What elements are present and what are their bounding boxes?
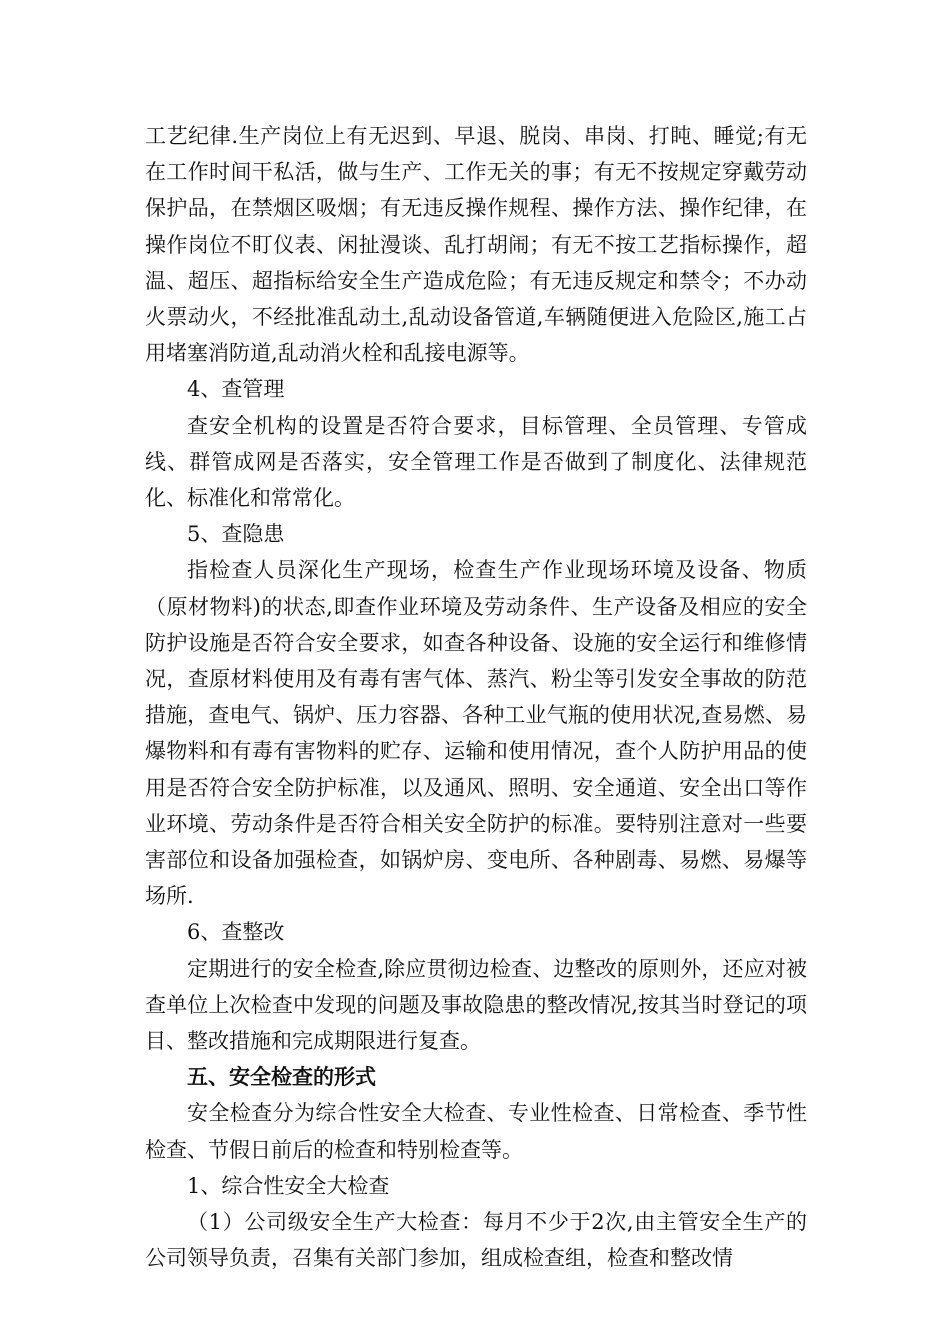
- section-heading-comprehensive-inspection: 1、综合性安全大检查: [187, 1173, 390, 1198]
- section-heading-check-rectification: 6、查整改: [187, 920, 285, 945]
- document-page: [145, 118, 807, 1277]
- paragraph-inspection-forms: 安全检查分为综合性安全大检查、专业性检查、日常检查、季节性检查、节假日前后的检查和特别检查等。: [145, 1101, 807, 1162]
- paragraph-company-level-inspection: （1）公司级安全生产大检查：每月不少于2次,由主管安全生产的公司领导负责，召集有关部门参加，组成检查组，检查和整改情: [145, 1210, 807, 1271]
- section-heading-check-hazards: 5、查隐患: [187, 522, 285, 547]
- paragraph-check-rectification: 定期进行的安全检查,除应贯彻边检查、边整改的原则外，还应对被查单位上次检查中发现的问题及事故隐患的整改情况,按其当时登记的项目、整改措施和完成期限进行复查。: [145, 956, 807, 1054]
- paragraph-discipline-continuation: 工艺纪律.生产岗位上有无迟到、早退、脱岗、串岗、打盹、睡觉;有无在工作时间干私活，做与生产、工作无关的事；有无不按规定穿戴劳动保护品，在禁烟区吸烟；有无违反操作规程、操作方法、操作纪律，在操作岗位不盯仪表、闲扯漫谈、乱打胡闹；有无不按工艺指标操作，超温、超压、超指标给安全生产造成危险；有无违反规定和禁令；不办动火票动火，不经批准乱动土,乱动设备管道,车辆随便进入危险区,施工占用堵塞消防道,乱动消火栓和乱接电源等。: [145, 124, 807, 366]
- paragraph-check-management: 查安全机构的设置是否符合要求，目标管理、全员管理、专管成线、群管成网是否落实，安全管理工作是否做到了制度化、法律规范化、标准化和常常化。: [145, 413, 807, 511]
- paragraph-check-hazards: 指检查人员深化生产现场，检查生产作业现场环境及设备、物质（原材物料)的状态,即查作业环境及劳动条件、生产设备及相应的安全防护设施是否符合安全要求，如查各种设备、设施的安全运行和维修情况，查原材料使用及有毒有害气体、蒸汽、粉尘等引发安全事故的防范措施，查电气、锅炉、压力容器、各种工业气瓶的使用状况,查易燃、易爆物料和有毒有害物料的贮存、运输和使用情况，查个人防护用品的使用是否符合安全防护标准，以及通风、照明、安全通道、安全出口等作业环境、劳动条件是否符合相关安全防护的标准。要特别注意对一些要害部位和设备加强检查，如锅炉房、变电所、各种剧毒、易燃、易爆等场所.: [145, 558, 807, 909]
- section-heading-check-management: 4、查管理: [187, 377, 285, 402]
- chapter-heading-inspection-forms: 五、安全检查的形式: [187, 1065, 376, 1090]
